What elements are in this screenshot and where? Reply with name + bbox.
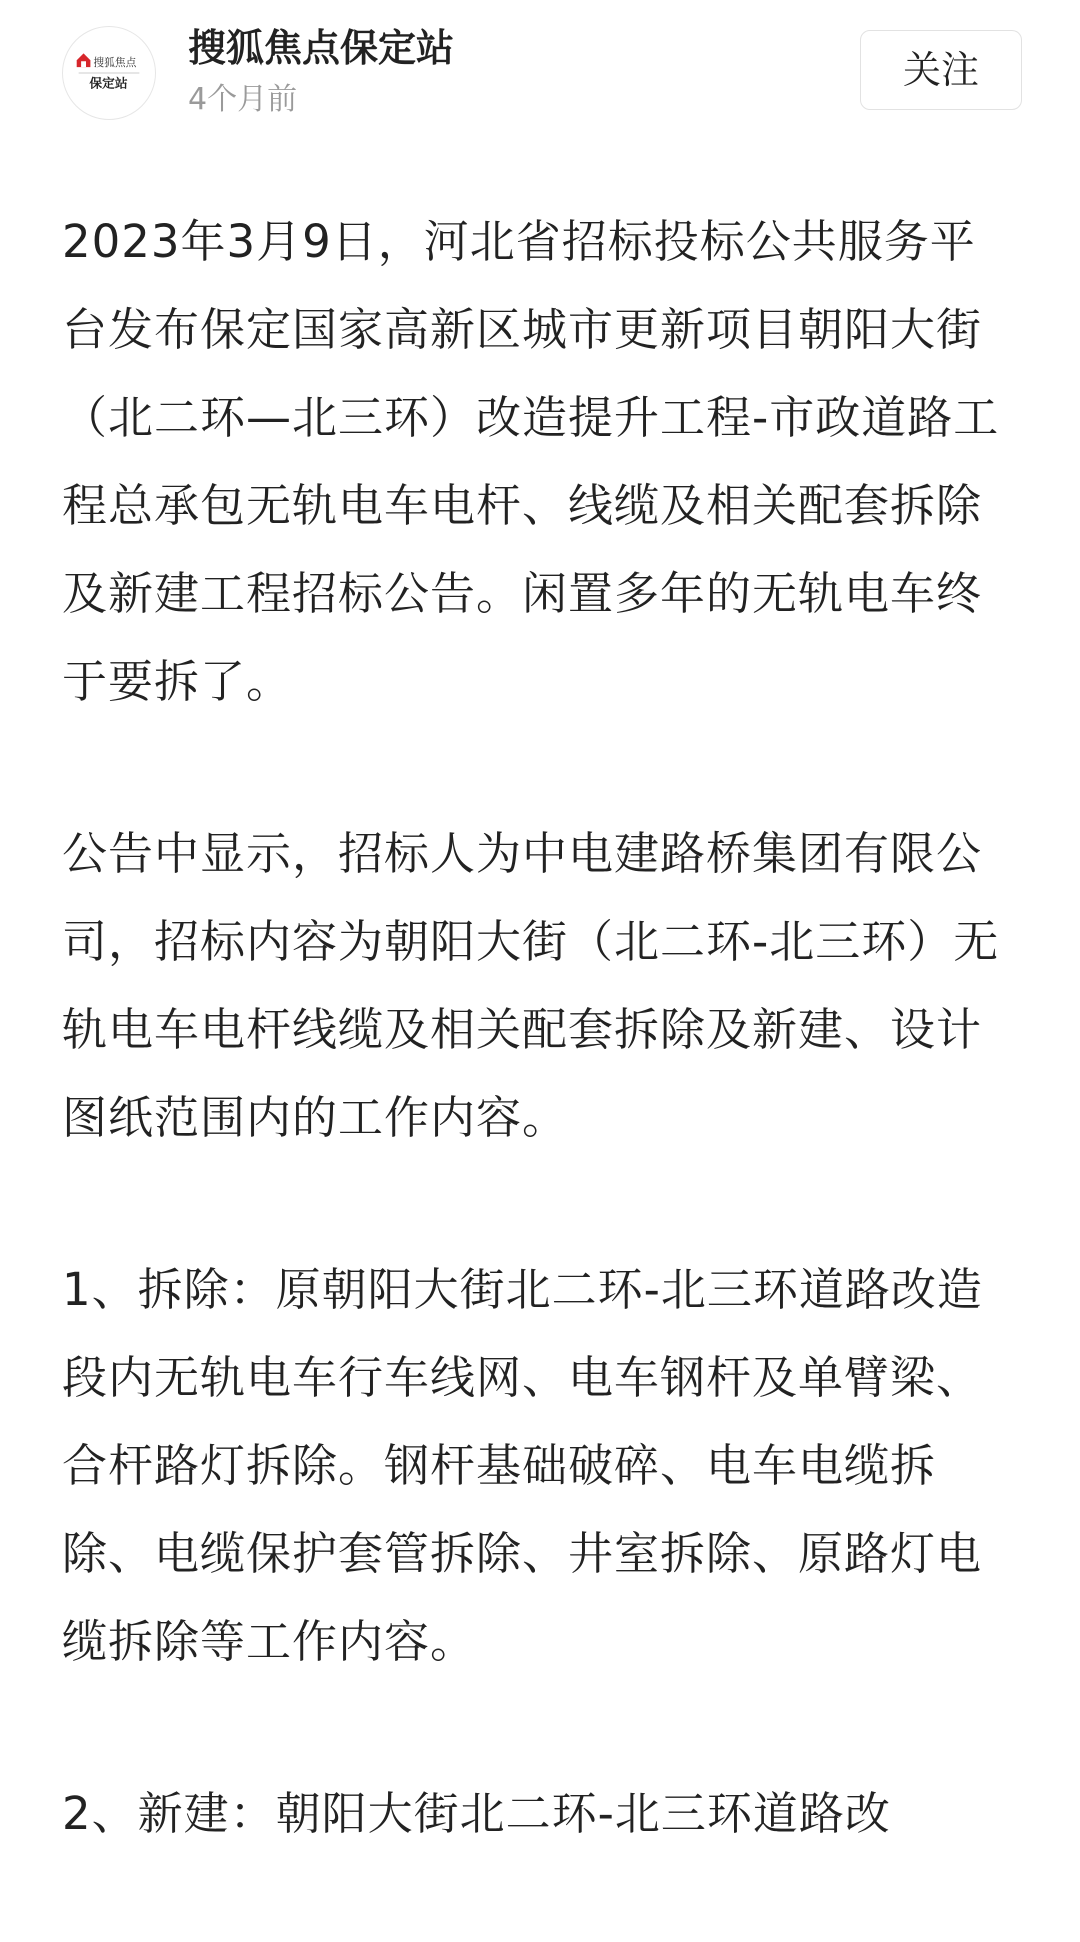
account-avatar[interactable]	[62, 26, 156, 120]
follow-button[interactable]: 关注	[860, 30, 1022, 110]
article-header	[0, 0, 1080, 130]
sohu-focus-logo-icon	[63, 27, 155, 119]
article-paragraph: 公告中显示，招标人为中电建路桥集团有限公司，招标内容为朝阳大街（北二环-北三环）无轨电车电杆线缆及相关配套拆除及新建、设计图纸范围内的工作内容。	[62, 827, 1000, 1144]
post-time: 4个月前	[188, 82, 298, 117]
svg-text:搜狐焦点: 搜狐焦点	[93, 56, 137, 70]
account-name[interactable]: 搜狐焦点保定站	[188, 26, 455, 70]
svg-text:保定站: 保定站	[89, 75, 128, 91]
article-paragraph: 2、新建：朝阳大街北二环-北三环道路改	[62, 1787, 891, 1840]
article-paragraph: 2023年3月9日，河北省招标投标公共服务平台发布保定国家高新区城市更新项目朝阳大街（北二环—北三环）改造提升工程-市政道路工程总承包无轨电车电杆、线缆及相关配套拆除及新建工程招标公告。闲置多年的无轨电车终于要拆了。	[62, 215, 1000, 708]
article-body	[62, 198, 1014, 1942]
article-paragraph: 1、拆除：原朝阳大街北二环-北三环道路改造段内无轨电车行车线网、电车钢杆及单臂梁、合杆路灯拆除。钢杆基础破碎、电车电缆拆除、电缆保护套管拆除、井室拆除、原路灯电缆拆除等工作内容。	[62, 1263, 983, 1668]
